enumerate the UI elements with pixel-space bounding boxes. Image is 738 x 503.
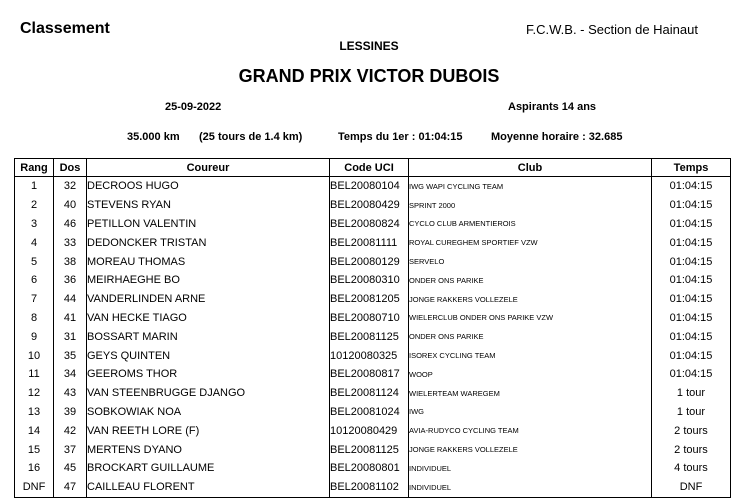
rider-cell: VAN STEENBRUGGE DJANGO: [87, 384, 330, 403]
rank-cell: 13: [15, 403, 54, 422]
time-cell: 2 tours: [652, 421, 731, 440]
table-row: [15, 459, 731, 478]
uci-code-cell: BEL20080310: [330, 271, 409, 290]
rider-cell: CAILLEAU FLORENT: [87, 478, 330, 497]
rider-cell: BROCKART GUILLAUME: [87, 459, 330, 478]
uci-code-cell: BEL20080801: [330, 459, 409, 478]
table-row: [15, 327, 731, 346]
time-cell: 01:04:15: [652, 252, 731, 271]
rider-cell: VAN HECKE TIAGO: [87, 309, 330, 328]
race-distance: 35.000 km: [127, 131, 180, 143]
bib-cell: 32: [54, 177, 87, 196]
club-cell: IWG: [409, 403, 652, 422]
club-cell: JONGE RAKKERS VOLLEZELE: [409, 290, 652, 309]
bib-cell: 46: [54, 215, 87, 234]
col-header-uci: Code UCI: [330, 159, 409, 177]
bib-cell: 40: [54, 196, 87, 215]
bib-cell: 36: [54, 271, 87, 290]
rank-cell: 16: [15, 459, 54, 478]
club-cell: ONDER ONS PARIKE: [409, 271, 652, 290]
uci-code-cell: BEL20080129: [330, 252, 409, 271]
rider-cell: DEDONCKER TRISTAN: [87, 233, 330, 252]
club-cell: AVIA-RUDYCO CYCLING TEAM: [409, 421, 652, 440]
uci-code-cell: BEL20081205: [330, 290, 409, 309]
club-cell: WIELERTEAM WAREGEM: [409, 384, 652, 403]
table-row: [15, 403, 731, 422]
uci-code-cell: BEL20080824: [330, 215, 409, 234]
rank-cell: 3: [15, 215, 54, 234]
bib-cell: 41: [54, 309, 87, 328]
bib-cell: 34: [54, 365, 87, 384]
table-row: [15, 290, 731, 309]
club-cell: WIELERCLUB ONDER ONS PARIKE VZW: [409, 309, 652, 328]
results-table: [14, 158, 731, 498]
uci-code-cell: BEL20081024: [330, 403, 409, 422]
race-category: Aspirants 14 ans: [508, 101, 597, 113]
bib-cell: 33: [54, 233, 87, 252]
rider-cell: VAN REETH LORE (F): [87, 421, 330, 440]
rank-cell: 12: [15, 384, 54, 403]
time-cell: 01:04:15: [652, 365, 731, 384]
rank-cell: DNF: [15, 478, 54, 497]
uci-code-cell: BEL20081125: [330, 440, 409, 459]
rider-cell: DECROOS HUGO: [87, 177, 330, 196]
uci-code-cell: 10120080429: [330, 421, 409, 440]
rider-cell: BOSSART MARIN: [87, 327, 330, 346]
rider-cell: MEIRHAEGHE BO: [87, 271, 330, 290]
table-row: [15, 252, 731, 271]
rank-cell: 4: [15, 233, 54, 252]
bib-cell: 37: [54, 440, 87, 459]
winner-time: Temps du 1er : 01:04:15: [338, 131, 463, 143]
col-header-coureur: Coureur: [87, 159, 330, 177]
time-cell: 01:04:15: [652, 233, 731, 252]
uci-code-cell: BEL20080104: [330, 177, 409, 196]
race-date: 25-09-2022: [165, 101, 222, 113]
club-cell: CYCLO CLUB ARMENTIEROIS: [409, 215, 652, 234]
time-cell: 1 tour: [652, 403, 731, 422]
time-cell: 01:04:15: [652, 271, 731, 290]
rank-cell: 9: [15, 327, 54, 346]
time-cell: 01:04:15: [652, 215, 731, 234]
rider-cell: PETILLON VALENTIN: [87, 215, 330, 234]
club-cell: WOOP: [409, 365, 652, 384]
rank-cell: 15: [15, 440, 54, 459]
time-cell: 01:04:15: [652, 196, 731, 215]
table-row: [15, 346, 731, 365]
rider-cell: STEVENS RYAN: [87, 196, 330, 215]
rank-cell: 11: [15, 365, 54, 384]
page-title: Classement: [20, 20, 110, 37]
time-cell: 1 tour: [652, 384, 731, 403]
uci-code-cell: BEL20081125: [330, 327, 409, 346]
club-cell: IWG WAPI CYCLING TEAM: [409, 177, 652, 196]
rider-cell: VANDERLINDEN ARNE: [87, 290, 330, 309]
bib-cell: 39: [54, 403, 87, 422]
uci-code-cell: BEL20081102: [330, 478, 409, 497]
table-row: [15, 421, 731, 440]
uci-code-cell: BEL20080817: [330, 365, 409, 384]
table-row: [15, 196, 731, 215]
time-cell: 2 tours: [652, 440, 731, 459]
race-laps: (25 tours de 1.4 km): [199, 131, 303, 143]
rank-cell: 10: [15, 346, 54, 365]
organization: F.C.W.B. - Section de Hainaut: [526, 22, 698, 37]
table-row: [15, 440, 731, 459]
time-cell: 01:04:15: [652, 346, 731, 365]
rank-cell: 2: [15, 196, 54, 215]
club-cell: ROYAL CUREGHEM SPORTIEF VZW: [409, 233, 652, 252]
time-cell: 01:04:15: [652, 177, 731, 196]
club-cell: ONDER ONS PARIKE: [409, 327, 652, 346]
col-header-club: Club: [409, 159, 652, 177]
table-row: [15, 478, 731, 497]
rank-cell: 6: [15, 271, 54, 290]
rider-cell: MERTENS DYANO: [87, 440, 330, 459]
col-header-temps: Temps: [652, 159, 731, 177]
race-location: LESSINES: [339, 39, 399, 53]
club-cell: JONGE RAKKERS VOLLEZELE: [409, 440, 652, 459]
time-cell: 01:04:15: [652, 309, 731, 328]
table-row: [15, 384, 731, 403]
rank-cell: 8: [15, 309, 54, 328]
uci-code-cell: BEL20081111: [330, 233, 409, 252]
bib-cell: 42: [54, 421, 87, 440]
bib-cell: 35: [54, 346, 87, 365]
rider-cell: GEYS QUINTEN: [87, 346, 330, 365]
club-cell: SERVELO: [409, 252, 652, 271]
bib-cell: 38: [54, 252, 87, 271]
table-row: [15, 365, 731, 384]
bib-cell: 31: [54, 327, 87, 346]
club-cell: ISOREX CYCLING TEAM: [409, 346, 652, 365]
time-cell: 4 tours: [652, 459, 731, 478]
time-cell: 01:04:15: [652, 327, 731, 346]
table-row: [15, 309, 731, 328]
race-name: GRAND PRIX VICTOR DUBOIS: [238, 66, 500, 86]
club-cell: INDIVIDUEL: [409, 459, 652, 478]
time-cell: DNF: [652, 478, 731, 497]
bib-cell: 44: [54, 290, 87, 309]
bib-cell: 43: [54, 384, 87, 403]
average-speed: Moyenne horaire : 32.685: [491, 131, 623, 143]
rank-cell: 14: [15, 421, 54, 440]
table-row: [15, 177, 731, 196]
table-row: [15, 215, 731, 234]
rider-cell: GEEROMS THOR: [87, 365, 330, 384]
uci-code-cell: BEL20080710: [330, 309, 409, 328]
table-row: [15, 233, 731, 252]
bib-cell: 45: [54, 459, 87, 478]
rider-cell: SOBKOWIAK NOA: [87, 403, 330, 422]
table-row: [15, 271, 731, 290]
col-header-rang: Rang: [15, 159, 54, 177]
rank-cell: 5: [15, 252, 54, 271]
rider-cell: MOREAU THOMAS: [87, 252, 330, 271]
bib-cell: 47: [54, 478, 87, 497]
club-cell: SPRINT 2000: [409, 196, 652, 215]
club-cell: INDIVIDUEL: [409, 478, 652, 497]
uci-code-cell: 10120080325: [330, 346, 409, 365]
table-header-row: [15, 159, 731, 177]
uci-code-cell: BEL20080429: [330, 196, 409, 215]
uci-code-cell: BEL20081124: [330, 384, 409, 403]
time-cell: 01:04:15: [652, 290, 731, 309]
rank-cell: 7: [15, 290, 54, 309]
rank-cell: 1: [15, 177, 54, 196]
col-header-dos: Dos: [54, 159, 87, 177]
